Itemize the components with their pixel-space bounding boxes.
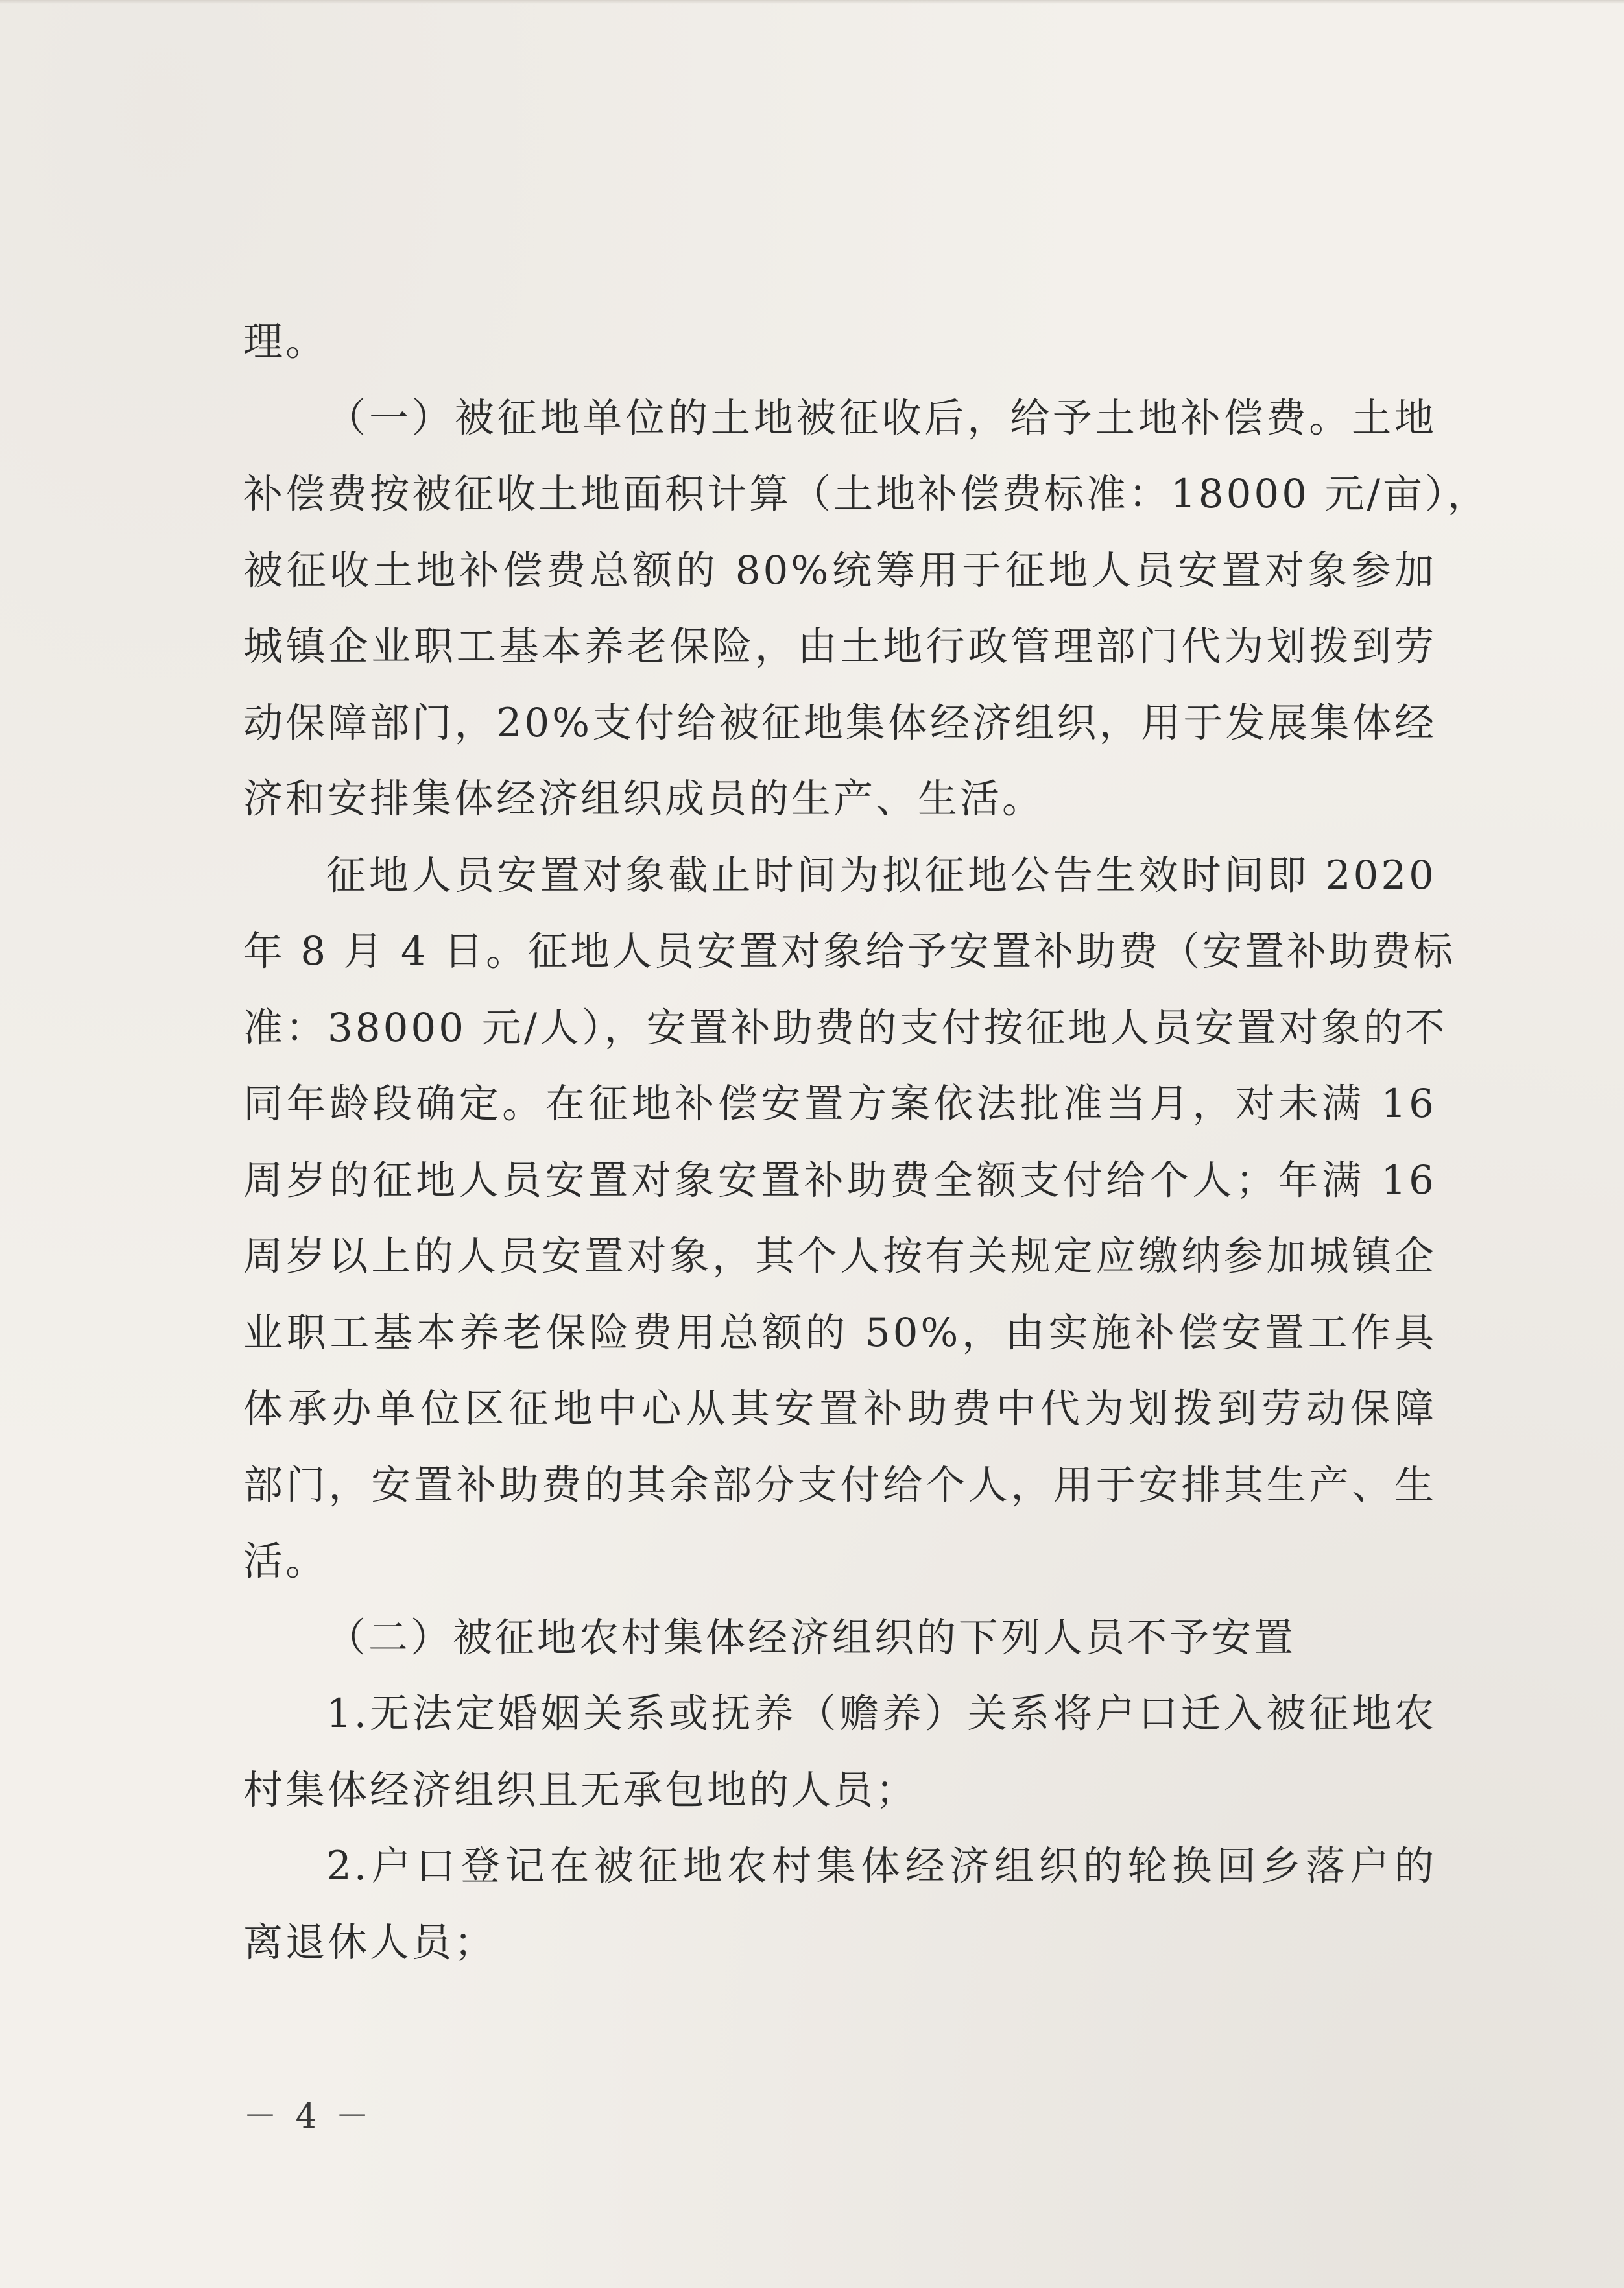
- text-line: 年 8 月 4 日。征地人员安置对象给予安置补助费（安置补助费标: [243, 928, 1456, 974]
- text-line: 村集体经济组织且无承包地的人员；: [243, 1766, 918, 1813]
- text-line: （二）被征地农村集体经济组织的下列人员不予安置: [326, 1614, 1296, 1661]
- text-line: 体承办单位区征地中心从其安置补助费中代为划拨到劳动保障: [243, 1386, 1437, 1432]
- text-line: 离退休人员；: [243, 1919, 497, 1966]
- text-line: 同年龄段确定。在征地补偿安置方案依法批准当月，对未满 16: [243, 1081, 1437, 1127]
- text-line: 补偿费按被征收土地面积计算（土地补偿费标准：18000 元/亩），: [243, 471, 1490, 517]
- page-top-edge: [0, 0, 1624, 4]
- body-text: [243, 304, 1490, 1981]
- text-line: 2.户口登记在被征地农村集体经济组织的轮换回乡落户的: [326, 1843, 1437, 1889]
- text-line: 城镇企业职工基本养老保险，由土地行政管理部门代为划拨到劳: [243, 623, 1437, 669]
- text-line: 1.无法定婚姻关系或抚养（赡养）关系将户口迁入被征地农: [326, 1691, 1437, 1737]
- text-line: 动保障部门，20%支付给被征地集体经济组织，用于发展集体经: [243, 699, 1437, 746]
- text-line: 被征收土地补偿费总额的 80%统筹用于征地人员安置对象参加: [243, 547, 1437, 594]
- text-line: 周岁以上的人员安置对象，其个人按有关规定应缴纳参加城镇企: [243, 1233, 1437, 1279]
- text-line: 准：38000 元/人），安置补助费的支付按征地人员安置对象的不: [243, 1004, 1448, 1051]
- text-line: （一）被征地单位的土地被征收后，给予土地补偿费。土地: [326, 394, 1437, 441]
- text-line: 周岁的征地人员安置对象安置补助费全额支付给个人；年满 16: [243, 1157, 1437, 1203]
- text-line: 征地人员安置对象截止时间为拟征地公告生效时间即 2020: [326, 852, 1437, 898]
- page-number: － 4 －: [243, 2097, 374, 2136]
- text-line: 活。: [243, 1538, 328, 1584]
- text-line: 业职工基本养老保险费用总额的 50%，由实施补偿安置工作具: [243, 1309, 1437, 1356]
- text-line: 部门，安置补助费的其余部分支付给个人，用于安排其生产、生: [243, 1462, 1437, 1508]
- text-line: 理。: [243, 319, 328, 365]
- text-line: 济和安排集体经济组织成员的生产、生活。: [243, 776, 1045, 822]
